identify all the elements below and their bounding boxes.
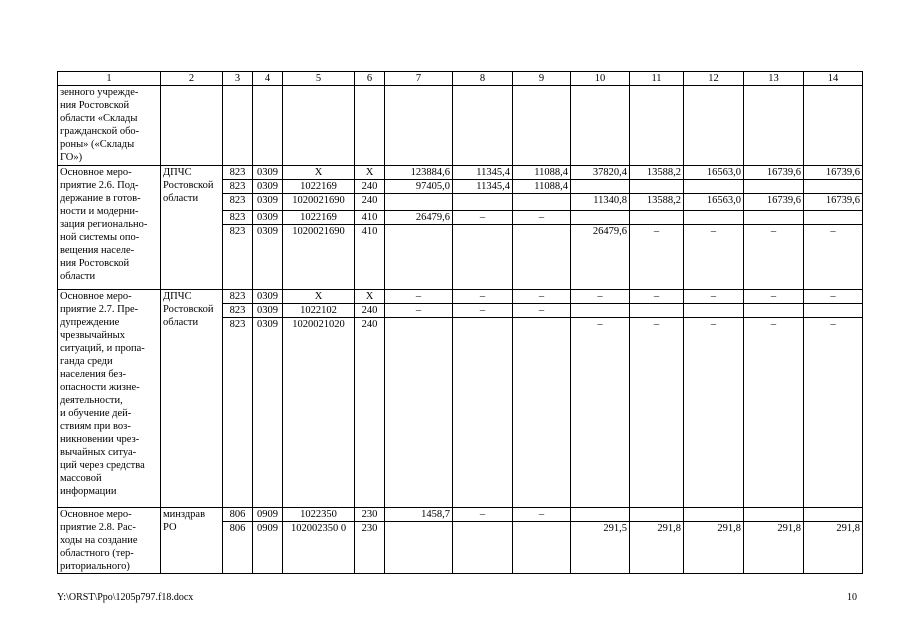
header-cell: 11 [630,72,684,86]
table-row [58,86,863,166]
amount-cell [571,304,630,318]
code-cell: 1020021020 [283,318,355,508]
amount-cell [684,508,744,522]
amount-cell: 291,5 [571,522,630,574]
column-number-row [58,72,863,86]
amount-cell: – [684,290,744,304]
code-cell: 1022169 [283,211,355,225]
amount-cell [744,304,804,318]
code-cell: 823 [223,211,253,225]
empty-cell [744,86,804,166]
code-cell: 0309 [253,166,283,180]
header-cell: 13 [744,72,804,86]
table-body [58,86,863,574]
empty-cell [283,86,355,166]
code-cell: 823 [223,180,253,194]
empty-cell [513,86,571,166]
activity-description: Основное меро- приятие 2.8. Рас- ходы на создание областного (тер- риториального) [58,508,161,574]
code-cell: 0909 [253,522,283,574]
amount-cell: 13588,2 [630,166,684,180]
code-cell: 823 [223,304,253,318]
amount-cell: 291,8 [684,522,744,574]
amount-cell: 11088,4 [513,166,571,180]
code-cell: 1022102 [283,304,355,318]
code-cell: Х [355,290,385,304]
amount-cell: – [804,225,863,290]
amount-cell [453,225,513,290]
amount-cell: 16563,0 [684,194,744,211]
code-cell: 823 [223,290,253,304]
amount-cell: 26479,6 [571,225,630,290]
amount-cell [744,211,804,225]
amount-cell [385,194,453,211]
empty-cell [804,86,863,166]
amount-cell: 1458,7 [385,508,453,522]
amount-cell: – [513,508,571,522]
amount-cell [513,194,571,211]
code-cell: 806 [223,508,253,522]
empty-cell [385,86,453,166]
amount-cell [684,304,744,318]
code-cell: 102002350 0 [283,522,355,574]
amount-cell [513,225,571,290]
header-cell: 2 [161,72,223,86]
code-cell: 823 [223,225,253,290]
code-cell: 0309 [253,304,283,318]
code-cell: Х [355,166,385,180]
amount-cell [804,180,863,194]
amount-cell [630,180,684,194]
header-cell: 7 [385,72,453,86]
amount-cell [630,211,684,225]
amount-cell: 291,8 [744,522,804,574]
code-cell: 240 [355,304,385,318]
amount-cell: 26479,6 [385,211,453,225]
executor-cell: ДПЧС Ростовской области [161,290,223,508]
amount-cell: – [684,318,744,508]
amount-cell [744,180,804,194]
amount-cell: – [513,304,571,318]
code-cell: 1020021690 [283,194,355,211]
amount-cell: 16739,6 [804,166,863,180]
header-cell: 10 [571,72,630,86]
amount-cell [571,180,630,194]
amount-cell [385,318,453,508]
code-cell: 0909 [253,508,283,522]
code-cell: 0309 [253,290,283,304]
amount-cell: – [630,225,684,290]
code-cell: 240 [355,180,385,194]
code-cell: 410 [355,225,385,290]
header-cell: 8 [453,72,513,86]
amount-cell: – [744,225,804,290]
code-cell: Х [283,290,355,304]
header-cell: 5 [283,72,355,86]
code-cell: 230 [355,508,385,522]
amount-cell: 13588,2 [630,194,684,211]
amount-cell [453,194,513,211]
empty-cell [355,86,385,166]
amount-cell: – [744,290,804,304]
amount-cell: – [453,508,513,522]
amount-cell [513,318,571,508]
code-cell: 0309 [253,194,283,211]
amount-cell: – [804,290,863,304]
amount-cell: 11345,4 [453,166,513,180]
code-cell: 0309 [253,180,283,194]
activity-description: Основное меро- приятие 2.6. Под- держание в готов- ности и модерни- зация регионально- ной системы опо- вещения населе- ния Ростовской области [58,166,161,290]
code-cell: 1020021690 [283,225,355,290]
code-cell: 240 [355,318,385,508]
amount-cell [804,304,863,318]
amount-cell: – [513,211,571,225]
code-cell: 0309 [253,225,283,290]
amount-cell [744,508,804,522]
code-cell: 240 [355,194,385,211]
header-cell: 6 [355,72,385,86]
executor-cell: ДПЧС Ростовской области [161,166,223,290]
activity-description: Основное меро- приятие 2.7. Пре- дупреждение чрезвычайных ситуаций, и пропа- ганда среди населения без- опасности жизне- деятельности, и обучение дей- ствиям при воз- никновении чрез- вычайных ситуа- ций через средства массовой информации [58,290,161,508]
header-cell: 1 [58,72,161,86]
header-cell: 12 [684,72,744,86]
budget-table [57,71,863,574]
empty-cell [253,86,283,166]
amount-cell: – [684,225,744,290]
code-cell: 823 [223,194,253,211]
code-cell: 823 [223,166,253,180]
empty-cell [684,86,744,166]
amount-cell: 16739,6 [744,166,804,180]
amount-cell [684,180,744,194]
amount-cell: 16739,6 [804,194,863,211]
amount-cell: – [513,290,571,304]
header-cell: 3 [223,72,253,86]
header-cell: 9 [513,72,571,86]
code-cell: 0309 [253,211,283,225]
code-cell: 823 [223,318,253,508]
amount-cell: 291,8 [804,522,863,574]
code-cell: 0309 [253,318,283,508]
amount-cell: 37820,4 [571,166,630,180]
amount-cell: – [453,290,513,304]
header-cell: 4 [253,72,283,86]
amount-cell: 97405,0 [385,180,453,194]
amount-cell [571,211,630,225]
executor-cell: минздрав РО [161,508,223,574]
empty-cell [453,86,513,166]
amount-cell: – [571,290,630,304]
amount-cell: – [630,318,684,508]
amount-cell [571,508,630,522]
amount-cell [684,211,744,225]
amount-cell [630,508,684,522]
amount-cell [513,522,571,574]
amount-cell: – [385,290,453,304]
amount-cell: – [453,211,513,225]
code-cell: Х [283,166,355,180]
table-row [58,508,863,522]
empty-cell [571,86,630,166]
code-cell: 1022169 [283,180,355,194]
activity-description: зенного учрежде- ния Ростовской области «Склады гражданской обо- роны» («Склады ГО») [58,86,161,166]
amount-cell: 123884,6 [385,166,453,180]
amount-cell [804,508,863,522]
code-cell: 410 [355,211,385,225]
amount-cell: – [385,304,453,318]
table-row [58,290,863,304]
file-path: Y:\ORST\Ppo\1205p797.f18.docx [57,592,194,603]
header-cell: 14 [804,72,863,86]
table-row [58,166,863,180]
amount-cell: – [744,318,804,508]
code-cell: 806 [223,522,253,574]
code-cell: 1022350 [283,508,355,522]
empty-cell [223,86,253,166]
amount-cell: 16563,0 [684,166,744,180]
amount-cell: – [804,318,863,508]
amount-cell [453,318,513,508]
amount-cell [804,211,863,225]
amount-cell [453,522,513,574]
amount-cell [385,225,453,290]
code-cell: 230 [355,522,385,574]
amount-cell: – [453,304,513,318]
amount-cell: – [630,290,684,304]
amount-cell [385,522,453,574]
empty-cell [630,86,684,166]
amount-cell: – [571,318,630,508]
amount-cell: 11088,4 [513,180,571,194]
page-number: 10 [847,592,857,603]
amount-cell [630,304,684,318]
amount-cell: 11340,8 [571,194,630,211]
amount-cell: 11345,4 [453,180,513,194]
amount-cell: 16739,6 [744,194,804,211]
amount-cell: 291,8 [630,522,684,574]
empty-cell [161,86,223,166]
